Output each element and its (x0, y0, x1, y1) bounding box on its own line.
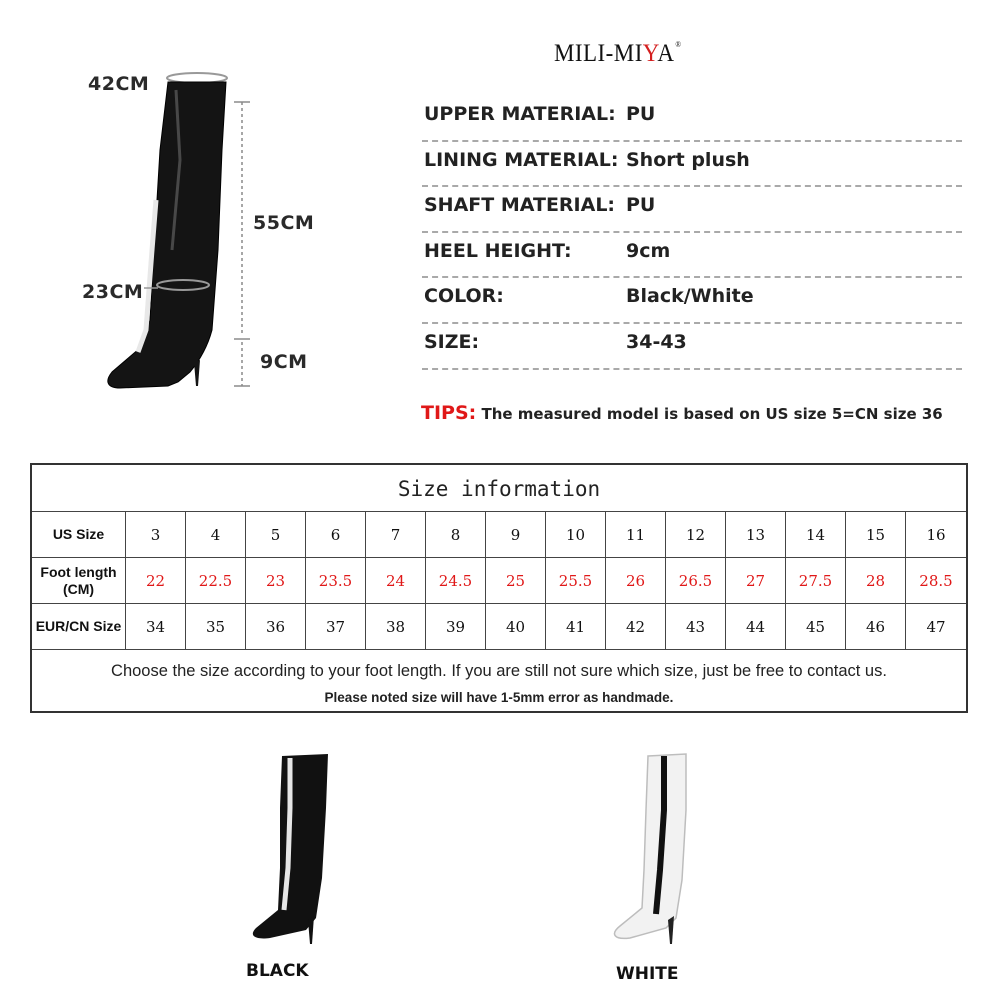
spec-value: 9cm (626, 239, 671, 262)
size-cell: 36 (246, 604, 306, 650)
size-cell: 4 (186, 512, 246, 558)
size-cell: 45 (786, 604, 846, 650)
size-cell: 47 (906, 604, 966, 650)
size-cell: 22 (126, 558, 186, 604)
size-row-header: Foot length (CM) (32, 558, 126, 604)
size-cell: 27.5 (786, 558, 846, 604)
measurement-diagram (0, 0, 380, 420)
size-cell: 25.5 (546, 558, 606, 604)
size-cell: 44 (726, 604, 786, 650)
spec-label: SHAFT MATERIAL: (424, 194, 616, 217)
spec-row-color (422, 278, 962, 324)
spec-value: PU (626, 194, 656, 217)
size-cell: 6 (306, 512, 366, 558)
spec-value: PU (626, 103, 656, 125)
size-cell: 7 (366, 512, 426, 558)
size-cell: 11 (606, 512, 666, 558)
size-cell: 23 (246, 558, 306, 604)
boot-measurement-illustration (0, 0, 380, 420)
size-cell: 24 (366, 558, 426, 604)
size-cell: 10 (546, 512, 606, 558)
size-cell: 3 (126, 512, 186, 558)
heel-height-label: 9CM (260, 351, 308, 373)
size-cell: 40 (486, 604, 546, 650)
spec-value: Black/White (626, 285, 754, 308)
spec-row-shaft-material (422, 187, 962, 233)
spec-label: SIZE: (424, 330, 480, 353)
size-table (30, 463, 968, 713)
spec-label: COLOR: (424, 285, 504, 308)
size-note-bold: Please noted size will have 1-5mm error as handmade. (324, 690, 674, 705)
size-cell: 27 (726, 558, 786, 604)
size-cell: 39 (426, 604, 486, 650)
spec-row-lining-material (422, 142, 962, 188)
size-cell: 22.5 (186, 558, 246, 604)
size-cell: 12 (666, 512, 726, 558)
size-cell: 23.5 (306, 558, 366, 604)
boot-silhouette (108, 82, 226, 388)
shaft-height-label: 55CM (253, 212, 315, 234)
size-cell: 41 (546, 604, 606, 650)
size-cell: 28.5 (906, 558, 966, 604)
color-label-black: BLACK (246, 961, 309, 981)
calf-circumference-label: 23CM (82, 281, 144, 303)
spec-row-upper-material (422, 96, 962, 142)
size-cell: 9 (486, 512, 546, 558)
size-cell: 8 (426, 512, 486, 558)
tips-tag: TIPS: (421, 402, 477, 424)
size-cell: 42 (606, 604, 666, 650)
spec-label: LINING MATERIAL: (424, 148, 619, 171)
spec-label: UPPER MATERIAL: (424, 103, 616, 125)
black-boot-image (230, 748, 340, 948)
size-cell: 34 (126, 604, 186, 650)
size-cell: 43 (666, 604, 726, 650)
heel (194, 360, 200, 386)
size-row-header: US Size (32, 512, 126, 558)
spec-value: 34-43 (626, 330, 687, 353)
size-cell: 25 (486, 558, 546, 604)
top-circumference-label: 42CM (88, 73, 150, 95)
size-cell: 26 (606, 558, 666, 604)
spec-list (422, 96, 962, 370)
size-table-title: Size information (32, 465, 966, 512)
brand-logo: MILI-MIYA® (554, 40, 682, 67)
size-row-header: EUR/CN Size (32, 604, 126, 650)
spec-row-size (422, 324, 962, 370)
size-cell: 38 (366, 604, 426, 650)
size-cell: 14 (786, 512, 846, 558)
tips-text: The measured model is based on US size 5=CN size 36 (476, 405, 943, 423)
size-cell: 35 (186, 604, 246, 650)
color-label-white: WHITE (616, 964, 679, 984)
size-cell: 13 (726, 512, 786, 558)
spec-row-heel-height (422, 233, 962, 279)
size-cell: 24.5 (426, 558, 486, 604)
size-cell: 16 (906, 512, 966, 558)
tips-note (421, 402, 943, 424)
size-cell: 28 (846, 558, 906, 604)
spec-value: Short plush (626, 148, 750, 171)
size-cell: 37 (306, 604, 366, 650)
size-cell: 5 (246, 512, 306, 558)
spec-label: HEEL HEIGHT: (424, 239, 572, 262)
white-boot-image (600, 750, 710, 950)
size-grid (32, 512, 966, 650)
size-cell: 46 (846, 604, 906, 650)
size-cell: 15 (846, 512, 906, 558)
size-note: Choose the size according to your foot length. If you are still not sure which size, just be free to contact us. (111, 662, 887, 680)
size-cell: 26.5 (666, 558, 726, 604)
